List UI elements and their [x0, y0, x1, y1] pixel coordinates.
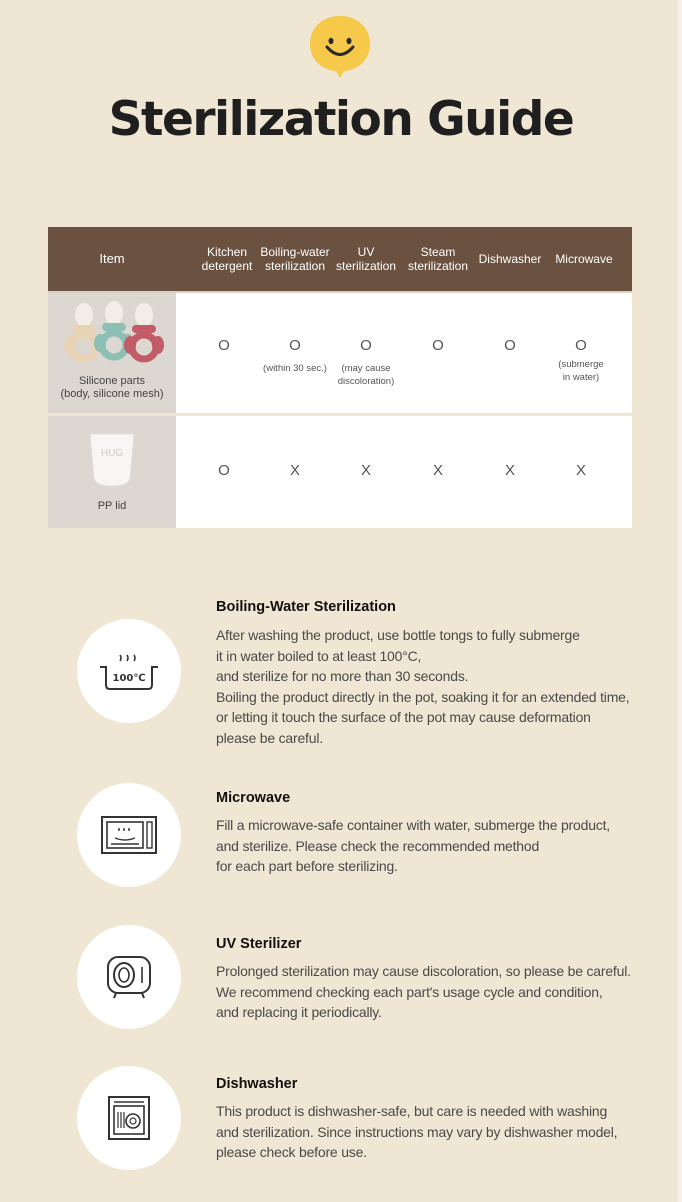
- item-label-silicone: Silicone parts (body, silicone mesh): [60, 375, 164, 400]
- column-header-uv: UV sterilization: [335, 245, 397, 273]
- mark-lid-microwave: X: [575, 462, 586, 479]
- mark-lid-dishwasher: X: [504, 462, 515, 479]
- silicone-feeders-image: [60, 301, 164, 369]
- smiley-icon: [306, 12, 374, 80]
- mark-silicone-microwave: O: [575, 337, 587, 354]
- mark-lid-boiling: X: [289, 462, 300, 479]
- column-header-boiling-water: Boiling-water sterilization: [260, 245, 330, 273]
- section-title-dishwasher: Dishwasher: [216, 1076, 298, 1092]
- column-header-steam: Steam sterilization: [407, 245, 469, 273]
- mark-lid-uv: X: [360, 462, 371, 479]
- lid-brand-text: HUG: [100, 448, 124, 459]
- table-row-silicone-image-cell: [48, 293, 176, 413]
- uv-section-icon-circle: [77, 925, 181, 1029]
- table-header: [48, 227, 632, 291]
- section-title-boiling: Boiling-Water Sterilization: [216, 599, 396, 615]
- note-silicone-boiling: (within 30 sec.): [263, 363, 327, 374]
- column-header-dishwasher: Dishwasher: [478, 252, 542, 266]
- mark-silicone-kitchen: O: [218, 337, 230, 354]
- sterilization-table: [48, 227, 632, 528]
- dishwasher-icon: [106, 1094, 152, 1142]
- column-header-kitchen-detergent: Kitchen detergent: [201, 245, 253, 273]
- section-body-boiling: After washing the product, use bottle tongs to fully submerge it in water boiled to at least 100°C, and sterilize for no more than 30 seconds. Boiling the product directly in the pot, soaking it for an extended time, or letting it touch the surface of the pot may cause deformation please be careful.: [216, 627, 630, 746]
- mark-silicone-uv: O: [360, 337, 372, 354]
- mark-silicone-boiling: O: [289, 337, 301, 354]
- page-edge-strip: [678, 0, 682, 1202]
- section-title-uv: UV Sterilizer: [216, 936, 302, 952]
- section-title-microwave: Microwave: [216, 790, 291, 806]
- dishwasher-section-icon-circle: [77, 1066, 181, 1170]
- mark-lid-steam: X: [432, 462, 443, 479]
- section-body-uv: Prolonged sterilization may cause discoloration, so please be careful. We recommend checking each part's usage cycle and condition, and replacing it periodically.: [216, 963, 631, 1020]
- microwave-icon: [99, 814, 159, 856]
- boiling-section-icon-circle: [77, 619, 181, 723]
- mark-lid-kitchen: O: [218, 462, 230, 479]
- microwave-section-icon-circle: [77, 783, 181, 887]
- section-body-microwave: Fill a microwave-safe container with water, submerge the product, and sterilize. Please check the recommended method for each part before sterilizing.: [216, 817, 610, 874]
- column-header-item: Item: [99, 251, 125, 266]
- table-row-pp-lid-image-cell: [48, 416, 176, 528]
- section-body-dishwasher: This product is dishwasher-safe, but care is needed with washing and sterilization. Since instructions may vary by dishwasher model, please check before use.: [216, 1103, 618, 1160]
- column-header-microwave: Microwave: [555, 252, 613, 266]
- mark-silicone-steam: O: [432, 337, 444, 354]
- item-label-pp-lid: PP lid: [97, 500, 127, 512]
- note-silicone-uv: (may cause discoloration): [337, 363, 395, 387]
- boiling-pot-icon: [98, 651, 160, 691]
- svg-text:100℃: 100℃: [112, 673, 146, 684]
- mark-silicone-dishwasher: O: [504, 337, 516, 354]
- note-silicone-microwave: (submerge in water): [558, 359, 604, 383]
- pp-lid-image: [86, 430, 138, 490]
- uv-sterilizer-icon: [104, 953, 154, 1001]
- page-title: Sterilization Guide: [108, 92, 574, 147]
